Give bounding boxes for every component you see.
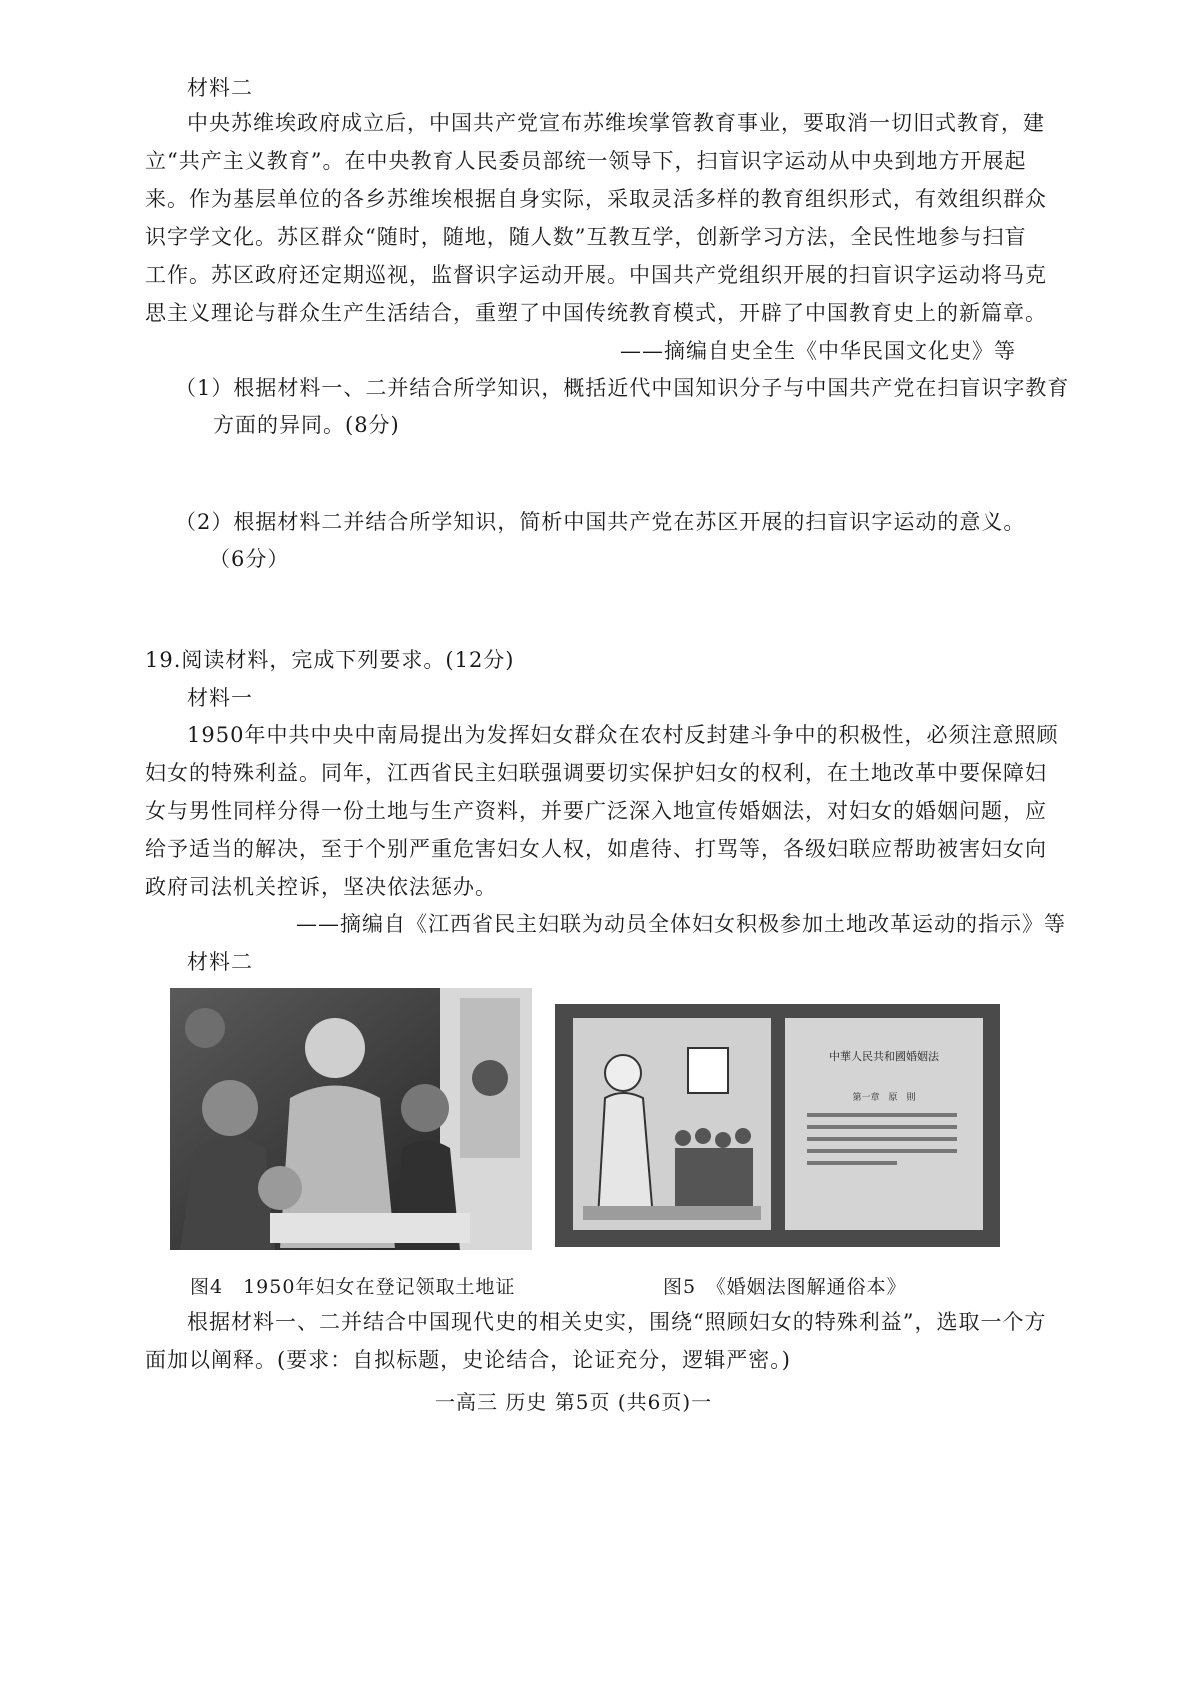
q19-material1-line-1: 1950年中共中央中南局提出为发挥妇女群众在农村反封建斗争中的积极性，必须注意照顾 xyxy=(187,723,1059,747)
q18-material2-line-4: 识字学文化。苏区群众“随时，随地，随人数”互教互学，创新学习方法，全民性地参与扫盲 xyxy=(145,225,1027,249)
q18-material2-line-2: 立“共产主义教育”。在中央教育人民委员部统一领导下，扫盲识字运动从中央到地方开展起 xyxy=(145,149,1027,173)
q19-material2-heading: 材料二 xyxy=(187,950,253,974)
q19-material1-source: ——摘编自《江西省民主妇联为动员全体妇女积极参加土地改革运动的指示》等 xyxy=(296,912,1066,936)
q19-task-line-2: 面加以阐释。(要求：自拟标题，史论结合，论证充分，逻辑严密。) xyxy=(145,1348,791,1372)
q19-material1-line-4: 给予适当的解决，至于个别严重危害妇女人权，如虐待、打骂等，各级妇联应帮助被害妇女向 xyxy=(145,837,1047,861)
q19-material1-line-3: 女与男性同样分得一份土地与生产资料，并要广泛深入地宣传婚姻法，对妇女的婚姻问题，应 xyxy=(145,799,1047,823)
q19-material1-heading: 材料一 xyxy=(187,686,253,710)
figure-4-caption: 图4 1950年妇女在登记领取土地证 xyxy=(190,1276,516,1298)
figure-5-book xyxy=(555,1004,1000,1247)
q18-material2-source: ——摘编自史全生《中华民国文化史》等 xyxy=(620,339,1016,363)
q18-sub2-line-1: （2）根据材料二并结合所学知识，简析中国共产党在苏区开展的扫盲识字运动的意义。 xyxy=(175,510,1026,534)
figure-5-text-bar xyxy=(807,1137,957,1141)
figure-5-text-bar xyxy=(807,1113,957,1117)
q19-material1-line-5: 政府司法机关控诉，坚决依法惩办。 xyxy=(145,875,497,899)
figure-5-right-page xyxy=(785,1018,983,1230)
figure-5-text-bar xyxy=(807,1125,957,1129)
q19-heading: 19.阅读材料，完成下列要求。(12分) xyxy=(145,648,515,672)
figure-5-illustration xyxy=(573,1018,771,1230)
figure-5-chapter: 第一章 原 則 xyxy=(852,1093,916,1103)
page-footer: 一高三 历史 第5页 (共6页)一 xyxy=(435,1390,713,1414)
q18-sub1-line-2: 方面的异同。(8分) xyxy=(213,413,400,437)
q19-task-line-1: 根据材料一、二并结合中国现代史的相关史实，围绕“照顾妇女的特殊利益”，选取一个方 xyxy=(187,1310,1047,1334)
figure-5-text-bar xyxy=(807,1149,957,1153)
figure-5-left-page xyxy=(573,1018,771,1230)
figure-5-book-title: 中華人民共和國婚姻法 xyxy=(829,1050,939,1063)
q18-material2-line-1: 中央苏维埃政府成立后，中国共产党宣布苏维埃掌管教育事业，要取消一切旧式教育，建 xyxy=(187,111,1045,135)
q18-material2-heading: 材料二 xyxy=(187,76,253,100)
q18-material2-line-5: 工作。苏区政府还定期巡视，监督识字运动开展。中国共产党组织开展的扫盲识字运动将马克 xyxy=(145,263,1047,287)
q18-material2-line-3: 来。作为基层单位的各乡苏维埃根据自身实际，采取灵活多样的教育组织形式，有效组织群众 xyxy=(145,187,1047,211)
figure-5-text-bar xyxy=(807,1161,897,1165)
q18-material2-line-6: 思主义理论与群众生产生活结合，重塑了中国传统教育模式，开辟了中国教育史上的新篇章。 xyxy=(145,301,1047,325)
q18-sub1-line-1: （1）根据材料一、二并结合所学知识，概括近代中国知识分子与中国共产党在扫盲识字教育 xyxy=(175,376,1070,400)
figure-4-photo xyxy=(170,988,532,1250)
figure-4-photo-drawing xyxy=(170,988,532,1250)
q19-material1-line-2: 妇女的特殊利益。同年，江西省民主妇联强调要切实保护妇女的权利，在土地改革中要保障妇 xyxy=(145,761,1047,785)
figure-5-caption: 图5 《婚姻法图解通俗本》 xyxy=(663,1276,907,1298)
q18-sub2-line-2: （6分） xyxy=(209,547,290,571)
